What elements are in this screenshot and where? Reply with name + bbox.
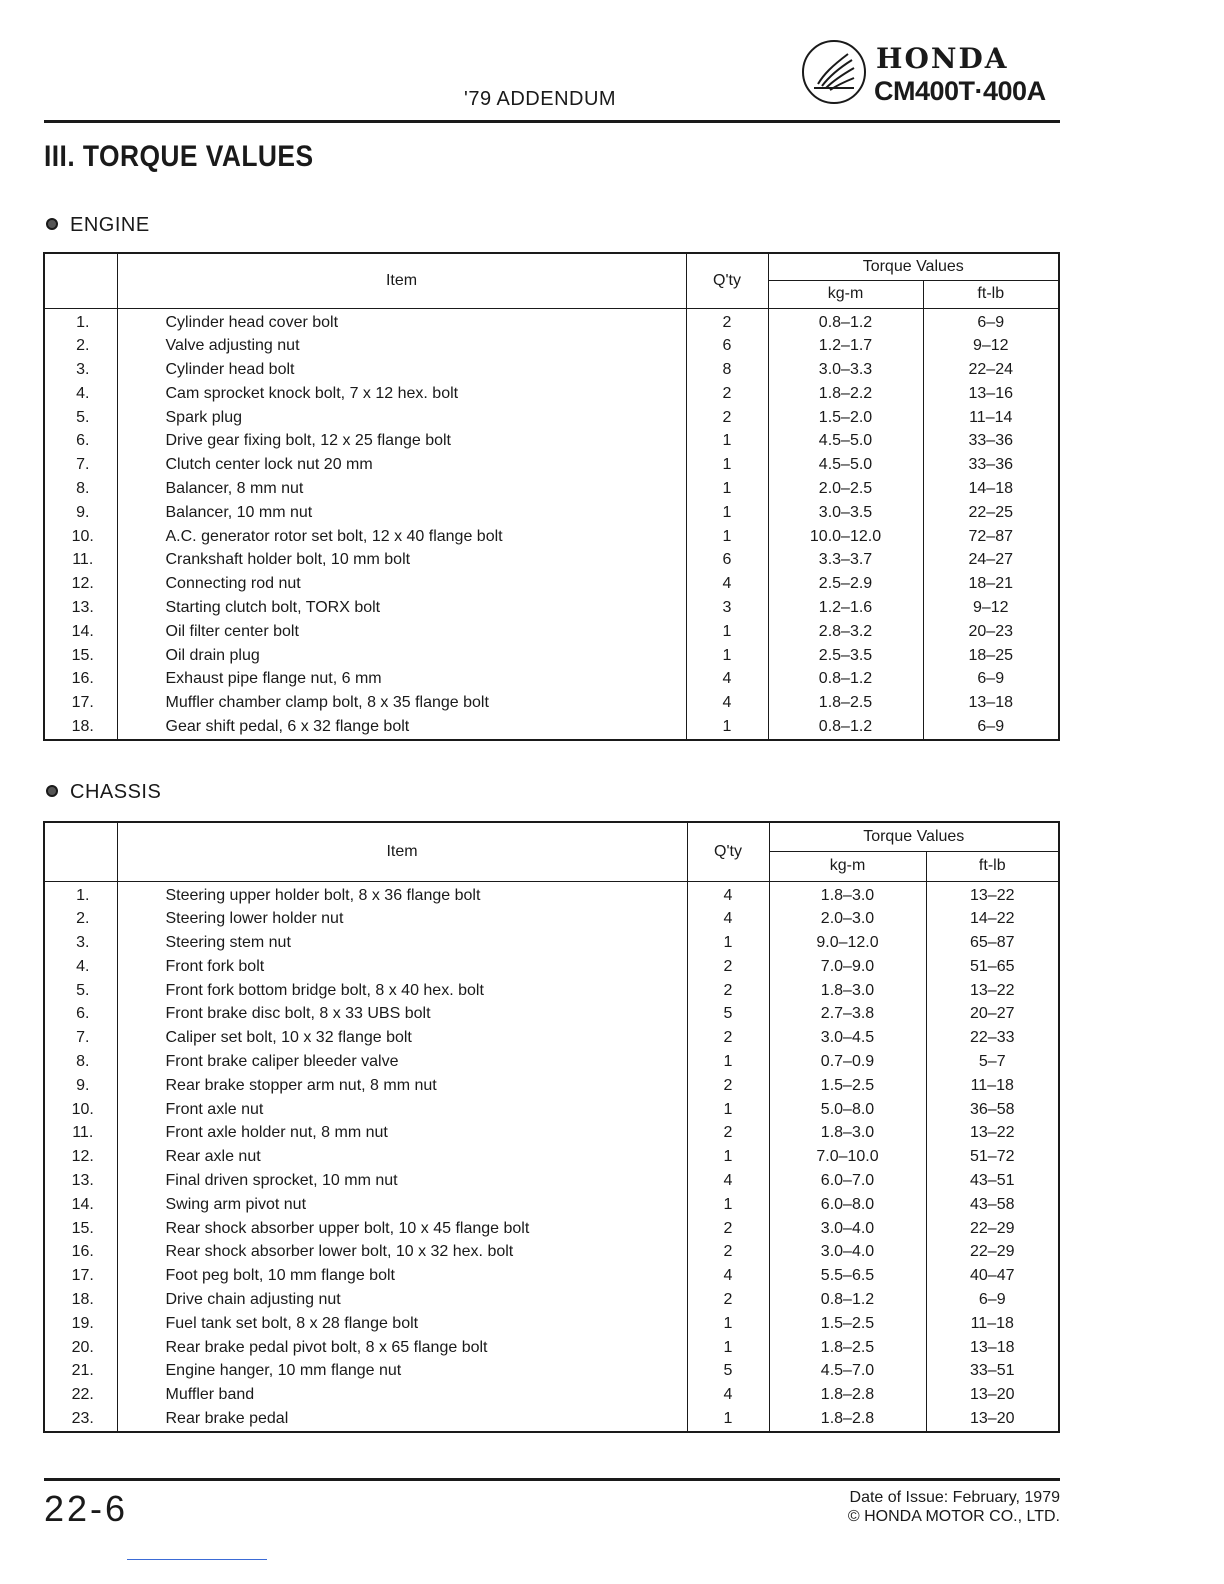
torque-ftlb: 13–22 (970, 981, 1015, 999)
row-number: 23. (44, 1407, 117, 1432)
table-row (44, 931, 1059, 955)
quantity: 4 (686, 572, 768, 596)
row-number: 14. (44, 1193, 117, 1217)
quantity: 2 (687, 1240, 769, 1264)
item-name: Rear shock absorber upper bolt, 10 x 45 flange bolt (117, 1217, 687, 1241)
row-number: 9. (44, 501, 117, 525)
table-row (44, 1312, 1059, 1336)
item-name: Valve adjusting nut (117, 334, 686, 358)
torque-kgm: 1.8–2.5 (768, 691, 923, 715)
table-row (44, 1288, 1059, 1312)
torque-kgm: 3.3–3.7 (768, 548, 923, 572)
torque-kgm: 4.5–5.0 (768, 429, 923, 453)
torque-kgm: 1.8–2.2 (768, 382, 923, 406)
row-number: 15. (44, 644, 117, 668)
torque-ftlb: 6–9 (977, 670, 1005, 688)
row-number: 6. (44, 1002, 117, 1026)
torque-ftlb: 65–87 (970, 934, 1015, 952)
row-number: 7. (44, 453, 117, 477)
row-number: 3. (44, 931, 117, 955)
quantity: 2 (686, 382, 768, 406)
torque-header: Torque Values (769, 822, 1059, 851)
quantity: 1 (687, 1407, 769, 1432)
row-number: 8. (44, 1050, 117, 1074)
quantity: 4 (687, 1264, 769, 1288)
torque-kgm: 5.0–8.0 (769, 1098, 926, 1122)
table-row (44, 453, 1059, 477)
table-row (44, 1240, 1059, 1264)
header-rule (44, 120, 1060, 123)
quantity: 1 (686, 477, 768, 501)
quantity: 6 (686, 334, 768, 358)
quantity: 4 (687, 1169, 769, 1193)
kgm-header: kg-m (768, 280, 923, 308)
quantity: 6 (686, 548, 768, 572)
item-name: Front brake caliper bleeder valve (117, 1050, 687, 1074)
torque-kgm: 3.0–3.5 (768, 501, 923, 525)
quantity: 2 (687, 979, 769, 1003)
torque-kgm: 6.0–8.0 (769, 1193, 926, 1217)
torque-ftlb: 24–27 (968, 551, 1013, 569)
item-header: Item (117, 822, 687, 881)
quantity: 1 (686, 715, 768, 740)
quantity: 1 (686, 525, 768, 549)
table-row (44, 1264, 1059, 1288)
torque-ftlb: 22–24 (968, 361, 1013, 379)
table-row (44, 308, 1059, 334)
table-row (44, 358, 1059, 382)
honda-wing-logo-icon (800, 38, 868, 106)
row-number: 2. (44, 334, 117, 358)
item-name: Front fork bolt (117, 955, 687, 979)
table-row (44, 477, 1059, 501)
torque-ftlb: 13–18 (970, 1338, 1015, 1356)
torque-kgm: 0.8–1.2 (769, 1288, 926, 1312)
torque-kgm: 2.8–3.2 (768, 620, 923, 644)
table-row (44, 548, 1059, 572)
item-name: Caliper set bolt, 10 x 32 flange bolt (117, 1026, 687, 1050)
torque-kgm: 0.8–1.2 (768, 715, 923, 740)
torque-ftlb: 13–22 (970, 1124, 1015, 1142)
table-row (44, 501, 1059, 525)
quantity: 1 (687, 1312, 769, 1336)
row-number: 16. (44, 1240, 117, 1264)
item-name: Final driven sprocket, 10 mm nut (117, 1169, 687, 1193)
issue-info (848, 1488, 1060, 1526)
row-number: 3. (44, 358, 117, 382)
quantity: 4 (687, 907, 769, 931)
row-number: 11. (44, 548, 117, 572)
table-row (44, 1074, 1059, 1098)
torque-kgm: 6.0–7.0 (769, 1169, 926, 1193)
torque-ftlb: 22–25 (968, 503, 1013, 521)
row-number: 1. (44, 881, 117, 907)
torque-kgm: 1.8–3.0 (769, 1121, 926, 1145)
table-row (44, 1169, 1059, 1193)
torque-ftlb: 33–36 (968, 432, 1013, 450)
torque-ftlb: 51–65 (970, 957, 1015, 975)
chassis-torque-table (43, 821, 1060, 1433)
quantity: 5 (687, 1002, 769, 1026)
item-name: Front brake disc bolt, 8 x 33 UBS bolt (117, 1002, 687, 1026)
row-number: 8. (44, 477, 117, 501)
quantity: 2 (687, 1217, 769, 1241)
quantity: 4 (687, 1383, 769, 1407)
model-name: CM400T·400A (874, 76, 1046, 106)
quantity: 2 (687, 1074, 769, 1098)
torque-kgm: 3.0–4.0 (769, 1217, 926, 1241)
ftlb-header: ft-lb (926, 851, 1059, 881)
table-row (44, 1026, 1059, 1050)
torque-ftlb: 13–20 (970, 1410, 1015, 1428)
issue-date: Date of Issue: February, 1979 (849, 1489, 1060, 1506)
torque-kgm: 0.8–1.2 (768, 308, 923, 334)
item-name: Drive gear fixing bolt, 12 x 25 flange bolt (117, 429, 686, 453)
torque-kgm: 2.5–3.5 (768, 644, 923, 668)
item-name: Rear brake stopper arm nut, 8 mm nut (117, 1074, 687, 1098)
row-number: 6. (44, 429, 117, 453)
number-header (44, 822, 117, 881)
table-row (44, 406, 1059, 430)
table-row (44, 1217, 1059, 1241)
item-name: Swing arm pivot nut (117, 1193, 687, 1217)
torque-ftlb: 40–47 (970, 1267, 1015, 1285)
item-name: Spark plug (117, 406, 686, 430)
item-name: Muffler band (117, 1383, 687, 1407)
torque-kgm: 1.8–3.0 (769, 881, 926, 907)
row-number: 4. (44, 955, 117, 979)
torque-kgm: 1.2–1.7 (768, 334, 923, 358)
ftlb-header: ft-lb (923, 280, 1059, 308)
row-number: 12. (44, 1145, 117, 1169)
torque-kgm: 0.8–1.2 (768, 667, 923, 691)
torque-ftlb: 43–51 (970, 1172, 1015, 1190)
item-name: Rear axle nut (117, 1145, 687, 1169)
table-row (44, 1121, 1059, 1145)
table-row (44, 1383, 1059, 1407)
row-number: 10. (44, 525, 117, 549)
torque-kgm: 2.0–2.5 (768, 477, 923, 501)
item-name: Steering upper holder bolt, 8 x 36 flange bolt (117, 881, 687, 907)
number-header (44, 253, 117, 308)
item-name: Oil filter center bolt (117, 620, 686, 644)
torque-kgm: 1.2–1.6 (768, 596, 923, 620)
item-name: Front fork bottom bridge bolt, 8 x 40 hex. bolt (117, 979, 687, 1003)
torque-ftlb: 11–14 (969, 408, 1013, 426)
table-row (44, 429, 1059, 453)
torque-ftlb: 13–20 (970, 1386, 1015, 1404)
torque-kgm: 7.0–10.0 (769, 1145, 926, 1169)
table-row (44, 334, 1059, 358)
table-row (44, 667, 1059, 691)
item-name: Steering lower holder nut (117, 907, 687, 931)
table-row (44, 382, 1059, 406)
row-number: 18. (44, 715, 117, 740)
quantity: 1 (687, 1050, 769, 1074)
addendum-title: '79 ADDENDUM (464, 88, 617, 110)
item-name: Balancer, 8 mm nut (117, 477, 686, 501)
torque-ftlb: 72–87 (968, 527, 1013, 545)
copyright: © HONDA MOTOR CO., LTD. (847, 1508, 1060, 1525)
table-row (44, 907, 1059, 931)
quantity: 4 (687, 881, 769, 907)
row-number: 7. (44, 1026, 117, 1050)
item-name: Exhaust pipe flange nut, 6 mm (117, 667, 686, 691)
torque-ftlb: 5–7 (978, 1053, 1006, 1071)
row-number: 17. (44, 691, 117, 715)
item-name: Rear brake pedal (117, 1407, 687, 1432)
row-number: 18. (44, 1288, 117, 1312)
row-number: 9. (44, 1074, 117, 1098)
row-number: 20. (44, 1336, 117, 1360)
item-name: Steering stem nut (117, 931, 687, 955)
item-name: Crankshaft holder bolt, 10 mm bolt (117, 548, 686, 572)
torque-ftlb: 14–22 (970, 910, 1015, 928)
row-number: 22. (44, 1383, 117, 1407)
row-number: 19. (44, 1312, 117, 1336)
honda-brand (800, 38, 1070, 108)
table-row (44, 1145, 1059, 1169)
quantity: 1 (687, 931, 769, 955)
quantity: 1 (686, 620, 768, 644)
kgm-header: kg-m (769, 851, 926, 881)
row-number: 14. (44, 620, 117, 644)
torque-kgm: 1.8–2.8 (769, 1407, 926, 1432)
quantity: 1 (686, 429, 768, 453)
table-row (44, 620, 1059, 644)
table-row (44, 881, 1059, 907)
item-name: Fuel tank set bolt, 8 x 28 flange bolt (117, 1312, 687, 1336)
table-row (44, 1050, 1059, 1074)
row-number: 11. (44, 1121, 117, 1145)
quantity: 2 (687, 1121, 769, 1145)
table-row (44, 1359, 1059, 1383)
quantity: 3 (686, 596, 768, 620)
torque-kgm: 3.0–3.3 (768, 358, 923, 382)
quantity: 1 (687, 1145, 769, 1169)
item-name: Engine hanger, 10 mm flange nut (117, 1359, 687, 1383)
item-header: Item (117, 253, 686, 308)
torque-kgm: 4.5–7.0 (769, 1359, 926, 1383)
torque-kgm: 5.5–6.5 (769, 1264, 926, 1288)
quantity: 8 (686, 358, 768, 382)
table-row (44, 955, 1059, 979)
torque-kgm: 7.0–9.0 (769, 955, 926, 979)
table-row (44, 572, 1059, 596)
torque-kgm: 10.0–12.0 (768, 525, 923, 549)
table-row (44, 525, 1059, 549)
torque-kgm: 3.0–4.0 (769, 1240, 926, 1264)
torque-ftlb: 22–29 (970, 1219, 1015, 1237)
torque-ftlb: 9–12 (972, 337, 1009, 355)
torque-header: Torque Values (768, 253, 1059, 280)
torque-kgm: 2.5–2.9 (768, 572, 923, 596)
torque-kgm: 3.0–4.5 (769, 1026, 926, 1050)
row-number: 5. (44, 979, 117, 1003)
item-name: Cam sprocket knock bolt, 7 x 12 hex. bolt (117, 382, 686, 406)
row-number: 13. (44, 1169, 117, 1193)
row-number: 12. (44, 572, 117, 596)
item-name: Balancer, 10 mm nut (117, 501, 686, 525)
chassis-heading-label: CHASSIS (70, 781, 162, 803)
section-title: III. TORQUE VALUES (44, 140, 314, 173)
torque-ftlb: 18–21 (968, 575, 1013, 593)
item-name: Gear shift pedal, 6 x 32 flange bolt (117, 715, 686, 740)
quantity: 2 (687, 1288, 769, 1312)
torque-ftlb: 22–33 (970, 1029, 1015, 1047)
torque-ftlb: 36–58 (970, 1100, 1015, 1118)
torque-ftlb: 11–18 (970, 1314, 1014, 1332)
item-name: Oil drain plug (117, 644, 686, 668)
item-name: Drive chain adjusting nut (117, 1288, 687, 1312)
item-name: Rear brake pedal pivot bolt, 8 x 65 flange bolt (117, 1336, 687, 1360)
torque-kgm: 1.5–2.0 (768, 406, 923, 430)
torque-ftlb: 18–25 (968, 646, 1013, 664)
torque-kgm: 1.8–2.8 (769, 1383, 926, 1407)
torque-ftlb: 51–72 (970, 1148, 1015, 1166)
table-row (44, 596, 1059, 620)
row-number: 13. (44, 596, 117, 620)
item-name: Rear shock absorber lower bolt, 10 x 32 hex. bolt (117, 1240, 687, 1264)
torque-ftlb: 13–16 (968, 384, 1013, 402)
torque-ftlb: 33–36 (968, 456, 1013, 474)
row-number: 4. (44, 382, 117, 406)
quantity: 2 (687, 955, 769, 979)
torque-ftlb: 6–9 (978, 1291, 1006, 1309)
table-row (44, 1002, 1059, 1026)
row-number: 2. (44, 907, 117, 931)
torque-ftlb: 33–51 (970, 1362, 1015, 1380)
table-row (44, 644, 1059, 668)
torque-kgm: 1.5–2.5 (769, 1312, 926, 1336)
table-row (44, 715, 1059, 740)
quantity: 1 (686, 453, 768, 477)
quantity: 1 (687, 1193, 769, 1217)
table-row (44, 979, 1059, 1003)
torque-ftlb: 13–22 (970, 886, 1015, 904)
item-name: Cylinder head bolt (117, 358, 686, 382)
row-number: 10. (44, 1098, 117, 1122)
qty-header: Q'ty (687, 822, 769, 881)
quantity: 4 (686, 691, 768, 715)
torque-ftlb: 43–58 (970, 1195, 1015, 1213)
brand-name: HONDA (876, 42, 1009, 75)
table-row (44, 1336, 1059, 1360)
table-row (44, 691, 1059, 715)
item-name: Clutch center lock nut 20 mm (117, 453, 686, 477)
torque-kgm: 2.7–3.8 (769, 1002, 926, 1026)
torque-kgm: 9.0–12.0 (769, 931, 926, 955)
torque-kgm: 1.5–2.5 (769, 1074, 926, 1098)
row-number: 15. (44, 1217, 117, 1241)
torque-ftlb: 13–18 (968, 694, 1013, 712)
torque-ftlb: 11–18 (970, 1076, 1014, 1094)
quantity: 1 (686, 501, 768, 525)
table-row (44, 1407, 1059, 1432)
qty-header: Q'ty (686, 253, 768, 308)
row-number: 1. (44, 308, 117, 334)
chassis-heading (46, 781, 161, 804)
torque-ftlb: 9–12 (972, 599, 1009, 617)
torque-kgm: 4.5–5.0 (768, 453, 923, 477)
bullet-icon (46, 785, 58, 797)
item-name: A.C. generator rotor set bolt, 12 x 40 flange bolt (117, 525, 686, 549)
item-name: Cylinder head cover bolt (117, 308, 686, 334)
engine-heading-label: ENGINE (70, 214, 150, 236)
quantity: 2 (686, 406, 768, 430)
torque-ftlb: 6–9 (977, 313, 1005, 331)
row-number: 16. (44, 667, 117, 691)
torque-kgm: 1.8–3.0 (769, 979, 926, 1003)
table-row (44, 1193, 1059, 1217)
item-name: Front axle nut (117, 1098, 687, 1122)
item-name: Starting clutch bolt, TORX bolt (117, 596, 686, 620)
engine-heading (46, 214, 150, 237)
item-name: Front axle holder nut, 8 mm nut (117, 1121, 687, 1145)
quantity: 2 (687, 1026, 769, 1050)
engine-torque-table (43, 252, 1060, 741)
row-number: 21. (44, 1359, 117, 1383)
bullet-icon (46, 218, 58, 230)
table-row (44, 1098, 1059, 1122)
torque-ftlb: 14–18 (968, 480, 1013, 498)
quantity: 5 (687, 1359, 769, 1383)
footer-rule (44, 1478, 1060, 1481)
item-name: Foot peg bolt, 10 mm flange bolt (117, 1264, 687, 1288)
row-number: 17. (44, 1264, 117, 1288)
quantity: 4 (686, 667, 768, 691)
torque-kgm: 1.8–2.5 (769, 1336, 926, 1360)
quantity: 1 (687, 1336, 769, 1360)
item-name: Muffler chamber clamp bolt, 8 x 35 flange bolt (117, 691, 686, 715)
quantity: 1 (687, 1098, 769, 1122)
torque-ftlb: 22–29 (970, 1243, 1015, 1261)
torque-ftlb: 20–27 (970, 1005, 1015, 1023)
link-underline (127, 1559, 267, 1560)
quantity: 1 (686, 644, 768, 668)
quantity: 2 (686, 308, 768, 334)
page-number: 22-6 (44, 1488, 129, 1529)
torque-kgm: 2.0–3.0 (769, 907, 926, 931)
item-name: Connecting rod nut (117, 572, 686, 596)
torque-kgm: 0.7–0.9 (769, 1050, 926, 1074)
row-number: 5. (44, 406, 117, 430)
torque-ftlb: 6–9 (977, 718, 1005, 736)
torque-ftlb: 20–23 (968, 622, 1013, 640)
